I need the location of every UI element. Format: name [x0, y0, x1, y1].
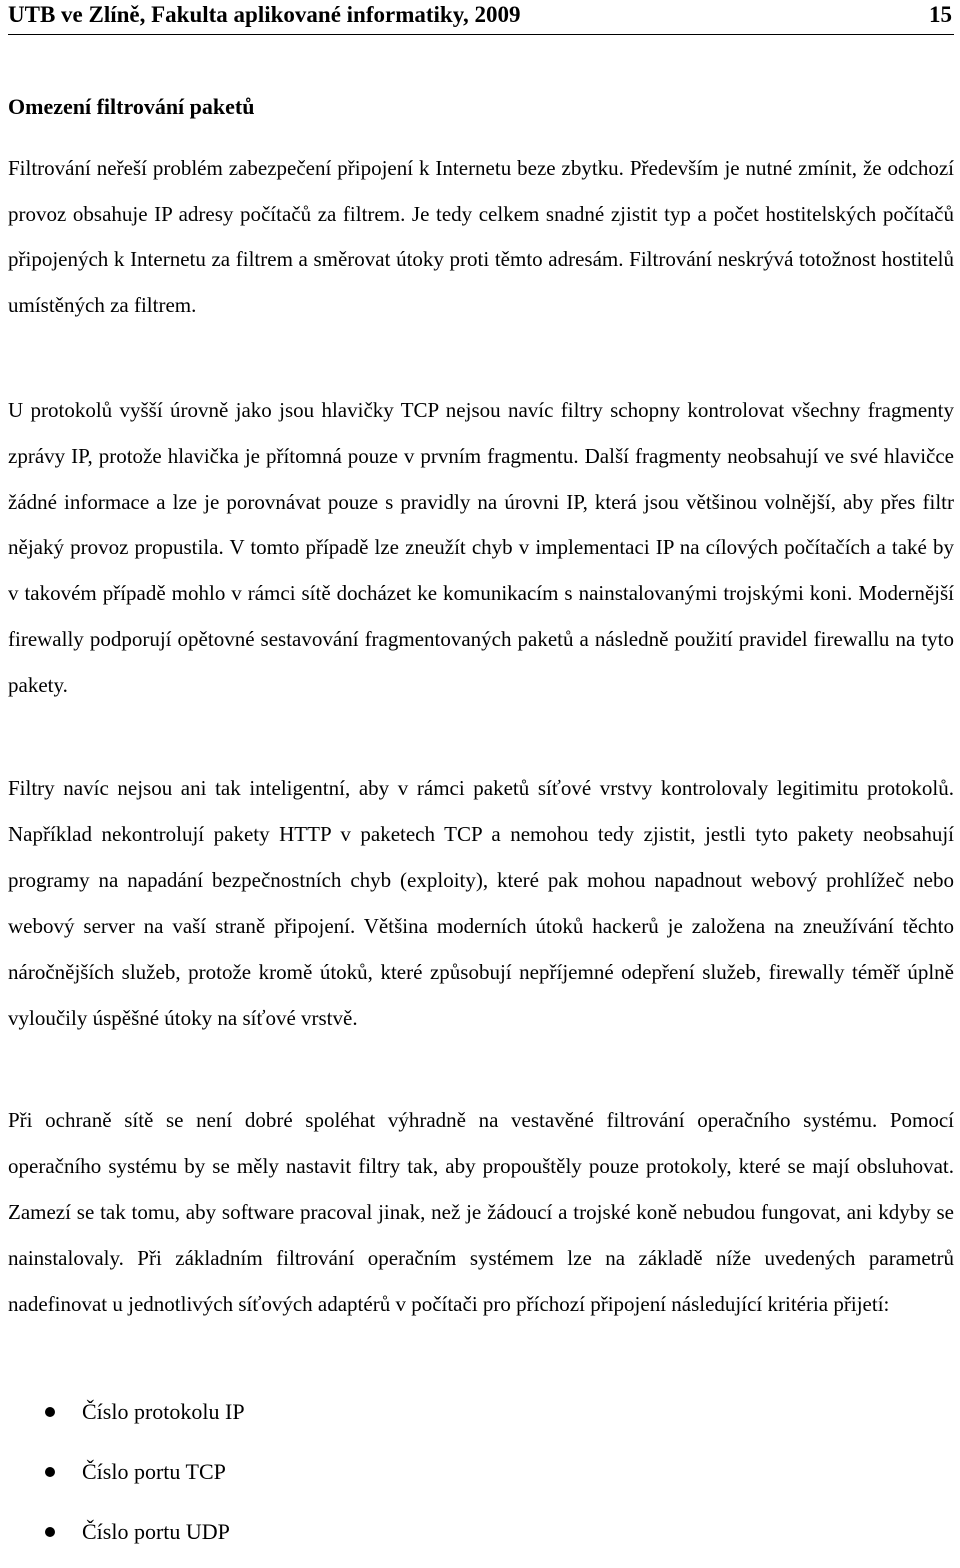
- list-item: [0, 1508, 946, 1568]
- list-item: [0, 1388, 946, 1448]
- paragraph: Při ochraně sítě se není dobré spoléhat výhradně na vestavěné filtrování operačního systému. Pomocí operačního systému by se měly nastavit filtry tak, aby propouštěly pouze protokoly, které se mají obsluhovat. Zamezí se tak tomu, aby software pracoval jinak, než je žádoucí a trojské koně nebudou fungovat, ani kdyby se nainstalovaly. Při základním filtrování operačním systémem lze na základě níže uvedených parametrů nadefinovat u jednotlivých síťových adaptérů v počítači pro příchozí připojení následující kritéria přijetí:: [8, 1108, 954, 1316]
- paragraph: Filtry navíc nejsou ani tak inteligentní, aby v rámci paketů síťové vrstvy kontrolovaly legitimitu protokolů. Například nekontrolují pakety HTTP v paketech TCP a nemohou tedy zjistit, jestli tyto pakety neobsahují programy na napadání bezpečnostních chyb (exploity), které pak mohou napadnout webový prohlížeč nebo webový server na vaší straně připojení. Většina moderních útoků hackerů je založena na zneužívání těchto náročnějších služeb, protože kromě útoků, které způsobují nepříjemné odepření služeb, firewally téměř úplně vyloučily úspěšné útoky na síťové vrstvě.: [8, 776, 954, 1030]
- paragraph: U protokolů vyšší úrovně jako jsou hlavičky TCP nejsou navíc filtry schopny kontrolovat všechny fragmenty zprávy IP, protože hlavička je přítomná pouze v prvním fragmentu. Další fragmenty neobsahují ve své hlavičce žádné informace a lze je porovnávat pouze s pravidly na úrovni IP, která jsou většinou volnější, aby přes filtr nějaký provoz propustila. V tomto případě lze zneužít chyb v implementaci IP na cílových počítačích a také by v takovém případě mohlo v rámci sítě docházet ke komunikacím s nainstalovanými trojskými koni. Modernější firewally podporují opětovné sestavování fragmentovaných paketů a následně použití pravidel firewallu na tyto pakety.: [8, 398, 954, 697]
- list-item: [0, 1448, 946, 1508]
- bullet-icon: [45, 1467, 55, 1477]
- list-item-text: Číslo portu UDP: [82, 1519, 230, 1544]
- list-item-text: Číslo portu TCP: [82, 1459, 226, 1484]
- list-item-text: Číslo protokolu IP: [82, 1399, 245, 1424]
- paragraph: Filtrování neřeší problém zabezpečení připojení k Internetu beze zbytku. Především je nutné zmínit, že odchozí provoz obsahuje IP adresy počítačů za filtrem. Je tedy celkem snadné zjistit typ a počet hostitelských počítačů připojených k Internetu za filtrem a směrovat útoky proti těmto adresám. Filtrování neskrývá totožnost hostitelů umístěných za filtrem.: [8, 156, 954, 318]
- page-header: [8, 0, 954, 35]
- header-title: UTB ve Zlíně, Fakulta aplikované informatiky, 2009: [8, 2, 521, 27]
- bullet-icon: [45, 1407, 55, 1417]
- bullet-icon: [45, 1527, 55, 1537]
- section-heading: Omezení filtrování paketů: [8, 94, 255, 119]
- criteria-list: [0, 1388, 946, 1568]
- page-number: 15: [929, 2, 952, 27]
